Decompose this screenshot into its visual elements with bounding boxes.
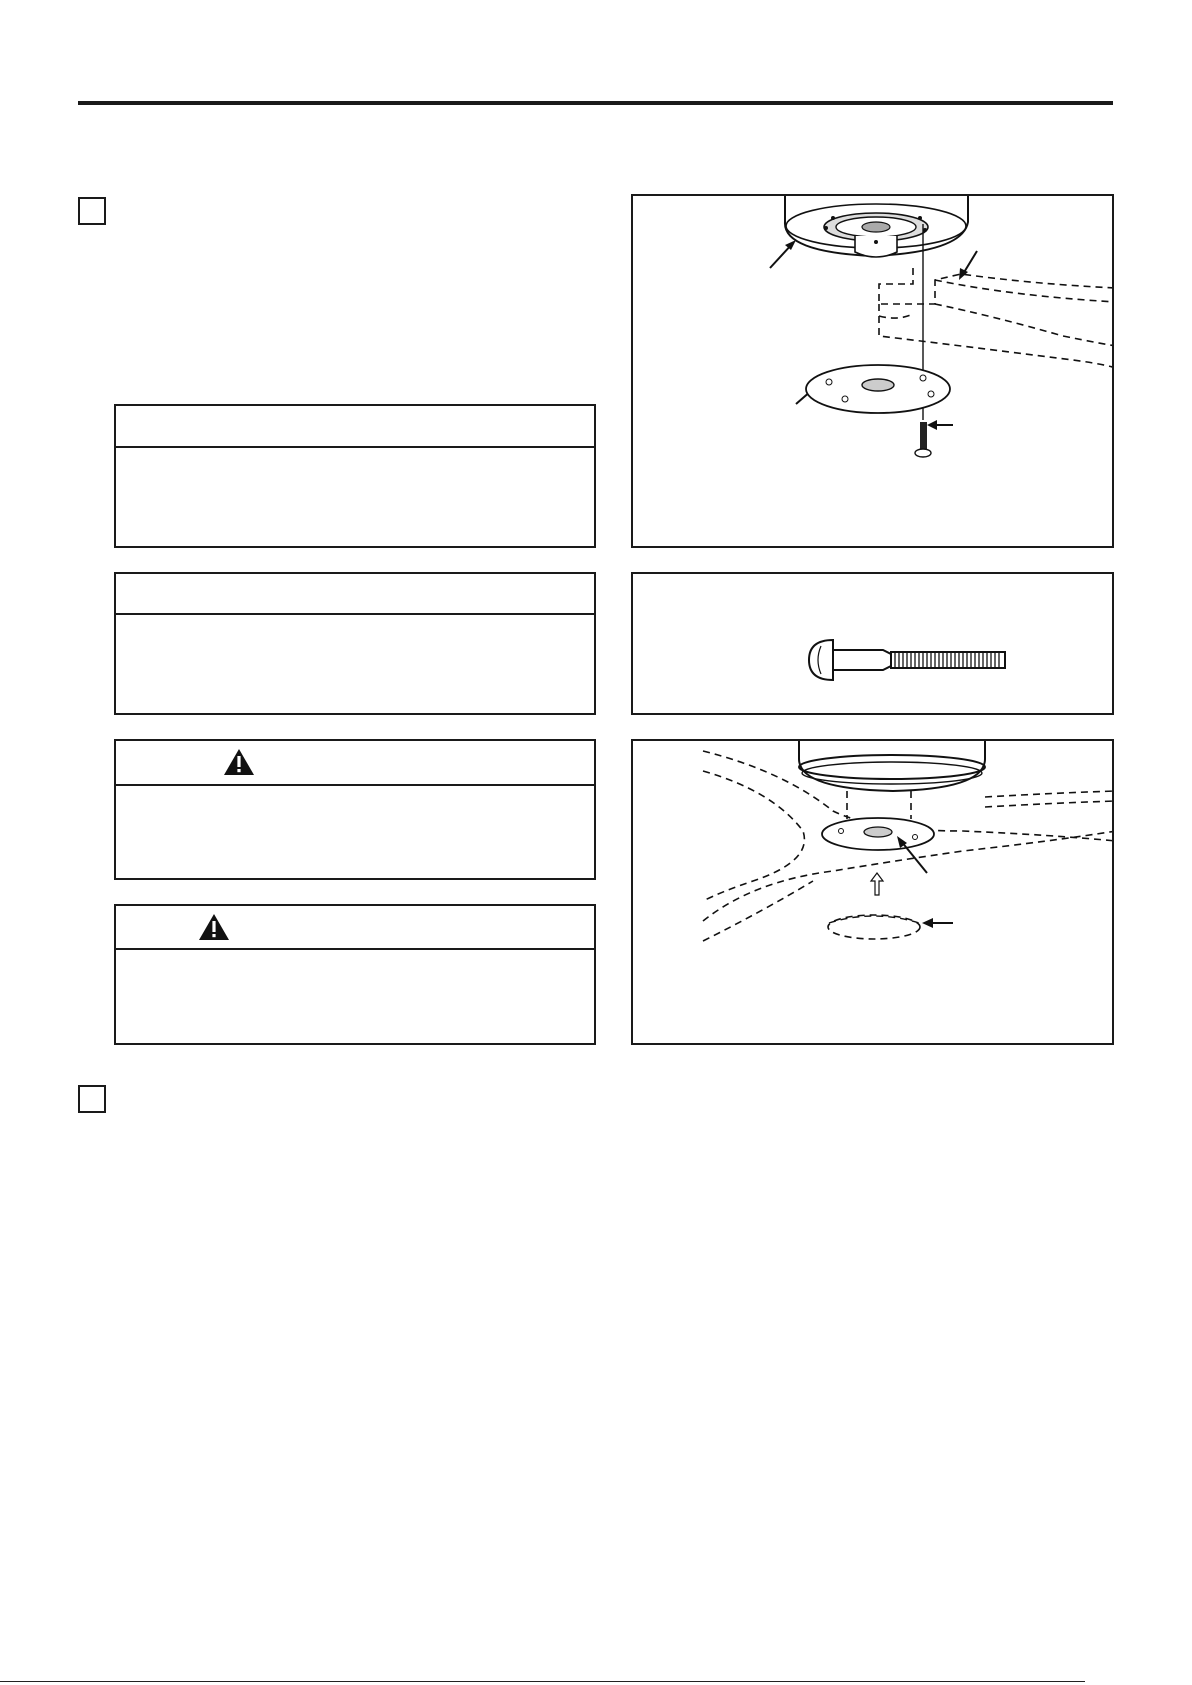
blade-attachment-figure (631, 194, 1114, 548)
warning-panel-2 (114, 904, 596, 1045)
note-panel-1-body (116, 448, 594, 546)
header-rule (78, 101, 1113, 105)
note-panel-2-heading (116, 574, 594, 615)
step-marker-2 (78, 1085, 106, 1113)
warning-triangle-icon (223, 748, 255, 776)
blade-screw-figure (631, 572, 1114, 715)
blade-attachment-illustration (633, 196, 1114, 548)
cover-plate-illustration (633, 741, 1114, 1045)
warning-panel-1 (114, 739, 596, 880)
note-panel-2 (114, 572, 596, 715)
warning-triangle-icon (198, 913, 230, 941)
note-panel-2-body (116, 615, 594, 713)
warning-panel-1-heading (116, 741, 594, 786)
note-panel-1 (114, 404, 596, 548)
warning-panel-2-heading (116, 906, 594, 950)
note-panel-1-heading (116, 406, 594, 448)
blade-screw-illustration (633, 574, 1114, 715)
warning-panel-1-body (116, 786, 594, 878)
step-marker-1 (78, 197, 106, 225)
cover-plate-figure (631, 739, 1114, 1045)
footer-rule (0, 1681, 1085, 1682)
warning-panel-2-body (116, 950, 594, 1043)
